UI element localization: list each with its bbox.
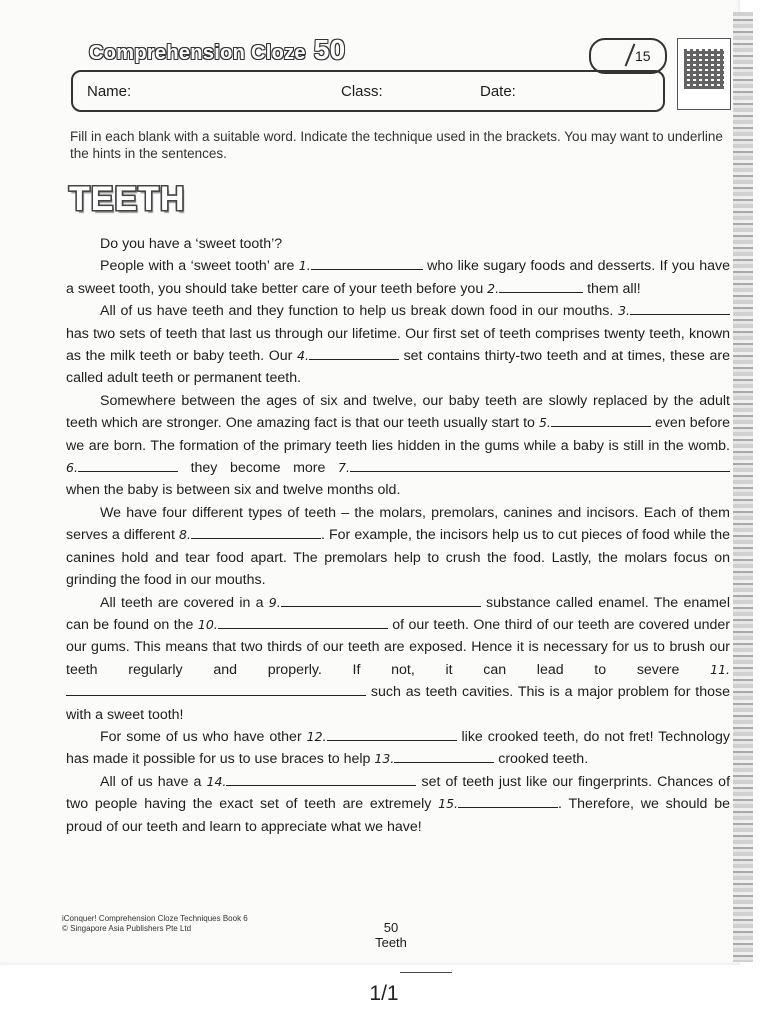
blank-1[interactable]: [311, 257, 423, 270]
text: has two sets of teeth that last us through our lifetime. Our first set of teeth comprises twenty teeth, known as the milk teeth or baby teeth. Our: [66, 325, 730, 365]
passage-heading: TEETH: [69, 180, 186, 218]
text: crooked teeth.: [498, 751, 589, 768]
text: when the baby is between six and twelve months old.: [66, 482, 401, 499]
blank-10[interactable]: [218, 616, 388, 629]
class-label: Class:: [341, 83, 383, 100]
paragraph-2: [66, 255, 730, 300]
blank-number: 8.: [179, 527, 191, 543]
blank-number: 2.: [487, 280, 500, 296]
blank-number: 9.: [268, 594, 281, 610]
blank-11[interactable]: [66, 683, 366, 696]
title-number: 50: [313, 34, 346, 65]
blank-number: 3.: [618, 303, 630, 319]
paragraph-6: [66, 592, 730, 726]
blank-15[interactable]: [458, 795, 558, 808]
blank-7[interactable]: [350, 459, 730, 472]
page-number: 50: [383, 920, 399, 935]
blank-12[interactable]: [327, 728, 457, 741]
blank-9[interactable]: [281, 594, 481, 607]
blank-number: 10.: [197, 616, 218, 632]
paragraph-3: [66, 300, 730, 390]
text: them all!: [587, 280, 641, 297]
footer-page: [355, 920, 427, 950]
blank-number: 13.: [374, 751, 395, 767]
paragraph-7: [66, 726, 730, 771]
page-counter: 1/1: [369, 982, 399, 1005]
text: set of teeth just like our fingerprints. Chances of two people having the exact set of teeth are extremely: [66, 773, 731, 813]
text: Somewhere between the ages of six and twelve, our baby teeth are slowly replaced by the adult teeth which are stronger. One amazing fact is that our teeth usually start to: [66, 392, 730, 432]
binding-edge: [733, 12, 753, 962]
blank-2[interactable]: [499, 280, 583, 293]
title-text: Comprehension Cloze: [89, 42, 306, 64]
blank-number: 15.: [438, 796, 459, 812]
qr-code-pattern: [684, 49, 724, 89]
text: For some of us who have other: [100, 728, 302, 745]
paragraph-8: [66, 771, 730, 838]
text: . For example, the incisors help us to cut pieces of food while the canines hold and tear food apart. The premolars help to crush the food. Lastly, the molars focus on grinding the food in our mouths.: [66, 527, 730, 589]
student-info-box: [71, 70, 665, 112]
blank-8[interactable]: [191, 526, 321, 539]
text: substance called enamel. The enamel can be found on the: [66, 594, 730, 633]
blank-number: 5.: [538, 415, 551, 431]
blank-number: 12.: [306, 728, 327, 744]
text: such as teeth cavities. This is a major problem for those with a sweet tooth!: [66, 684, 730, 723]
paragraph-5: [66, 502, 730, 592]
blank-13[interactable]: [394, 750, 494, 763]
blank-number: 6.: [66, 460, 78, 476]
text: All of us have a: [100, 773, 202, 790]
blank-number: 11.: [710, 661, 731, 677]
blank-3[interactable]: [630, 302, 730, 315]
name-label: Name:: [87, 83, 132, 100]
page-title: Teeth: [375, 935, 407, 950]
qr-code-icon: [677, 38, 731, 110]
divider: [400, 972, 452, 973]
footer-publisher: © Singapore Asia Publishers Pte Ltd: [62, 924, 192, 933]
instructions: Fill in each blank with a suitable word. Indicate the technique used in the brackets. You may want to underline the hints in the sentences.: [70, 129, 723, 161]
score-total: 15: [635, 48, 651, 64]
blank-number: 4.: [297, 348, 309, 364]
blank-number: 7.: [338, 460, 350, 476]
score-slash: [625, 43, 636, 66]
blank-6[interactable]: [78, 459, 178, 472]
text: who like sugary foods and desserts. If you have a sweet tooth, you should take better care of your teeth before you: [66, 258, 730, 297]
paragraph-1: Do you have a ‘sweet tooth’?: [100, 236, 283, 252]
text: People with a ‘sweet tooth’ are: [100, 258, 295, 275]
text: of our teeth. One third of our teeth are covered under our gums. This means that two thirds of our teeth are exposed. Hence it is necessary for us to brush our teeth regularly and properly. If not, it can lead to severe: [66, 616, 731, 678]
text: even before we are born. The formation of the primary teeth lies hidden in the gums while a baby is still in the womb.: [66, 415, 730, 454]
blank-number: 14.: [206, 773, 227, 789]
worksheet-title: [89, 34, 345, 66]
text: All of us have teeth and they function to help us break down food in our mouths.: [100, 303, 614, 320]
date-label: Date:: [480, 83, 516, 100]
passage: [66, 233, 730, 838]
blank-14[interactable]: [226, 773, 416, 786]
text: they become more: [190, 460, 326, 477]
paragraph-4: [66, 390, 730, 502]
blank-4[interactable]: [309, 347, 399, 360]
text: set contains thirty-two teeth and at times, these are called adult teeth or permanent teeth.: [66, 348, 730, 387]
text: We have four different types of teeth – the molars, premolars, canines and incisors. Each of them serves a different: [66, 504, 730, 544]
footer-credits: [62, 914, 248, 934]
footer-book: iConquer! Comprehension Cloze Techniques Book 6: [62, 914, 248, 923]
score-box: [589, 38, 667, 74]
blank-5[interactable]: [551, 414, 651, 427]
text: like crooked teeth, do not fret! Technology has made it possible for us to use braces to help: [66, 728, 730, 768]
blank-number: 1.: [298, 258, 311, 274]
text: . Therefore, we should be proud of our teeth and learn to appreciate what we have!: [66, 796, 730, 835]
text: All teeth are covered in a: [100, 594, 264, 611]
